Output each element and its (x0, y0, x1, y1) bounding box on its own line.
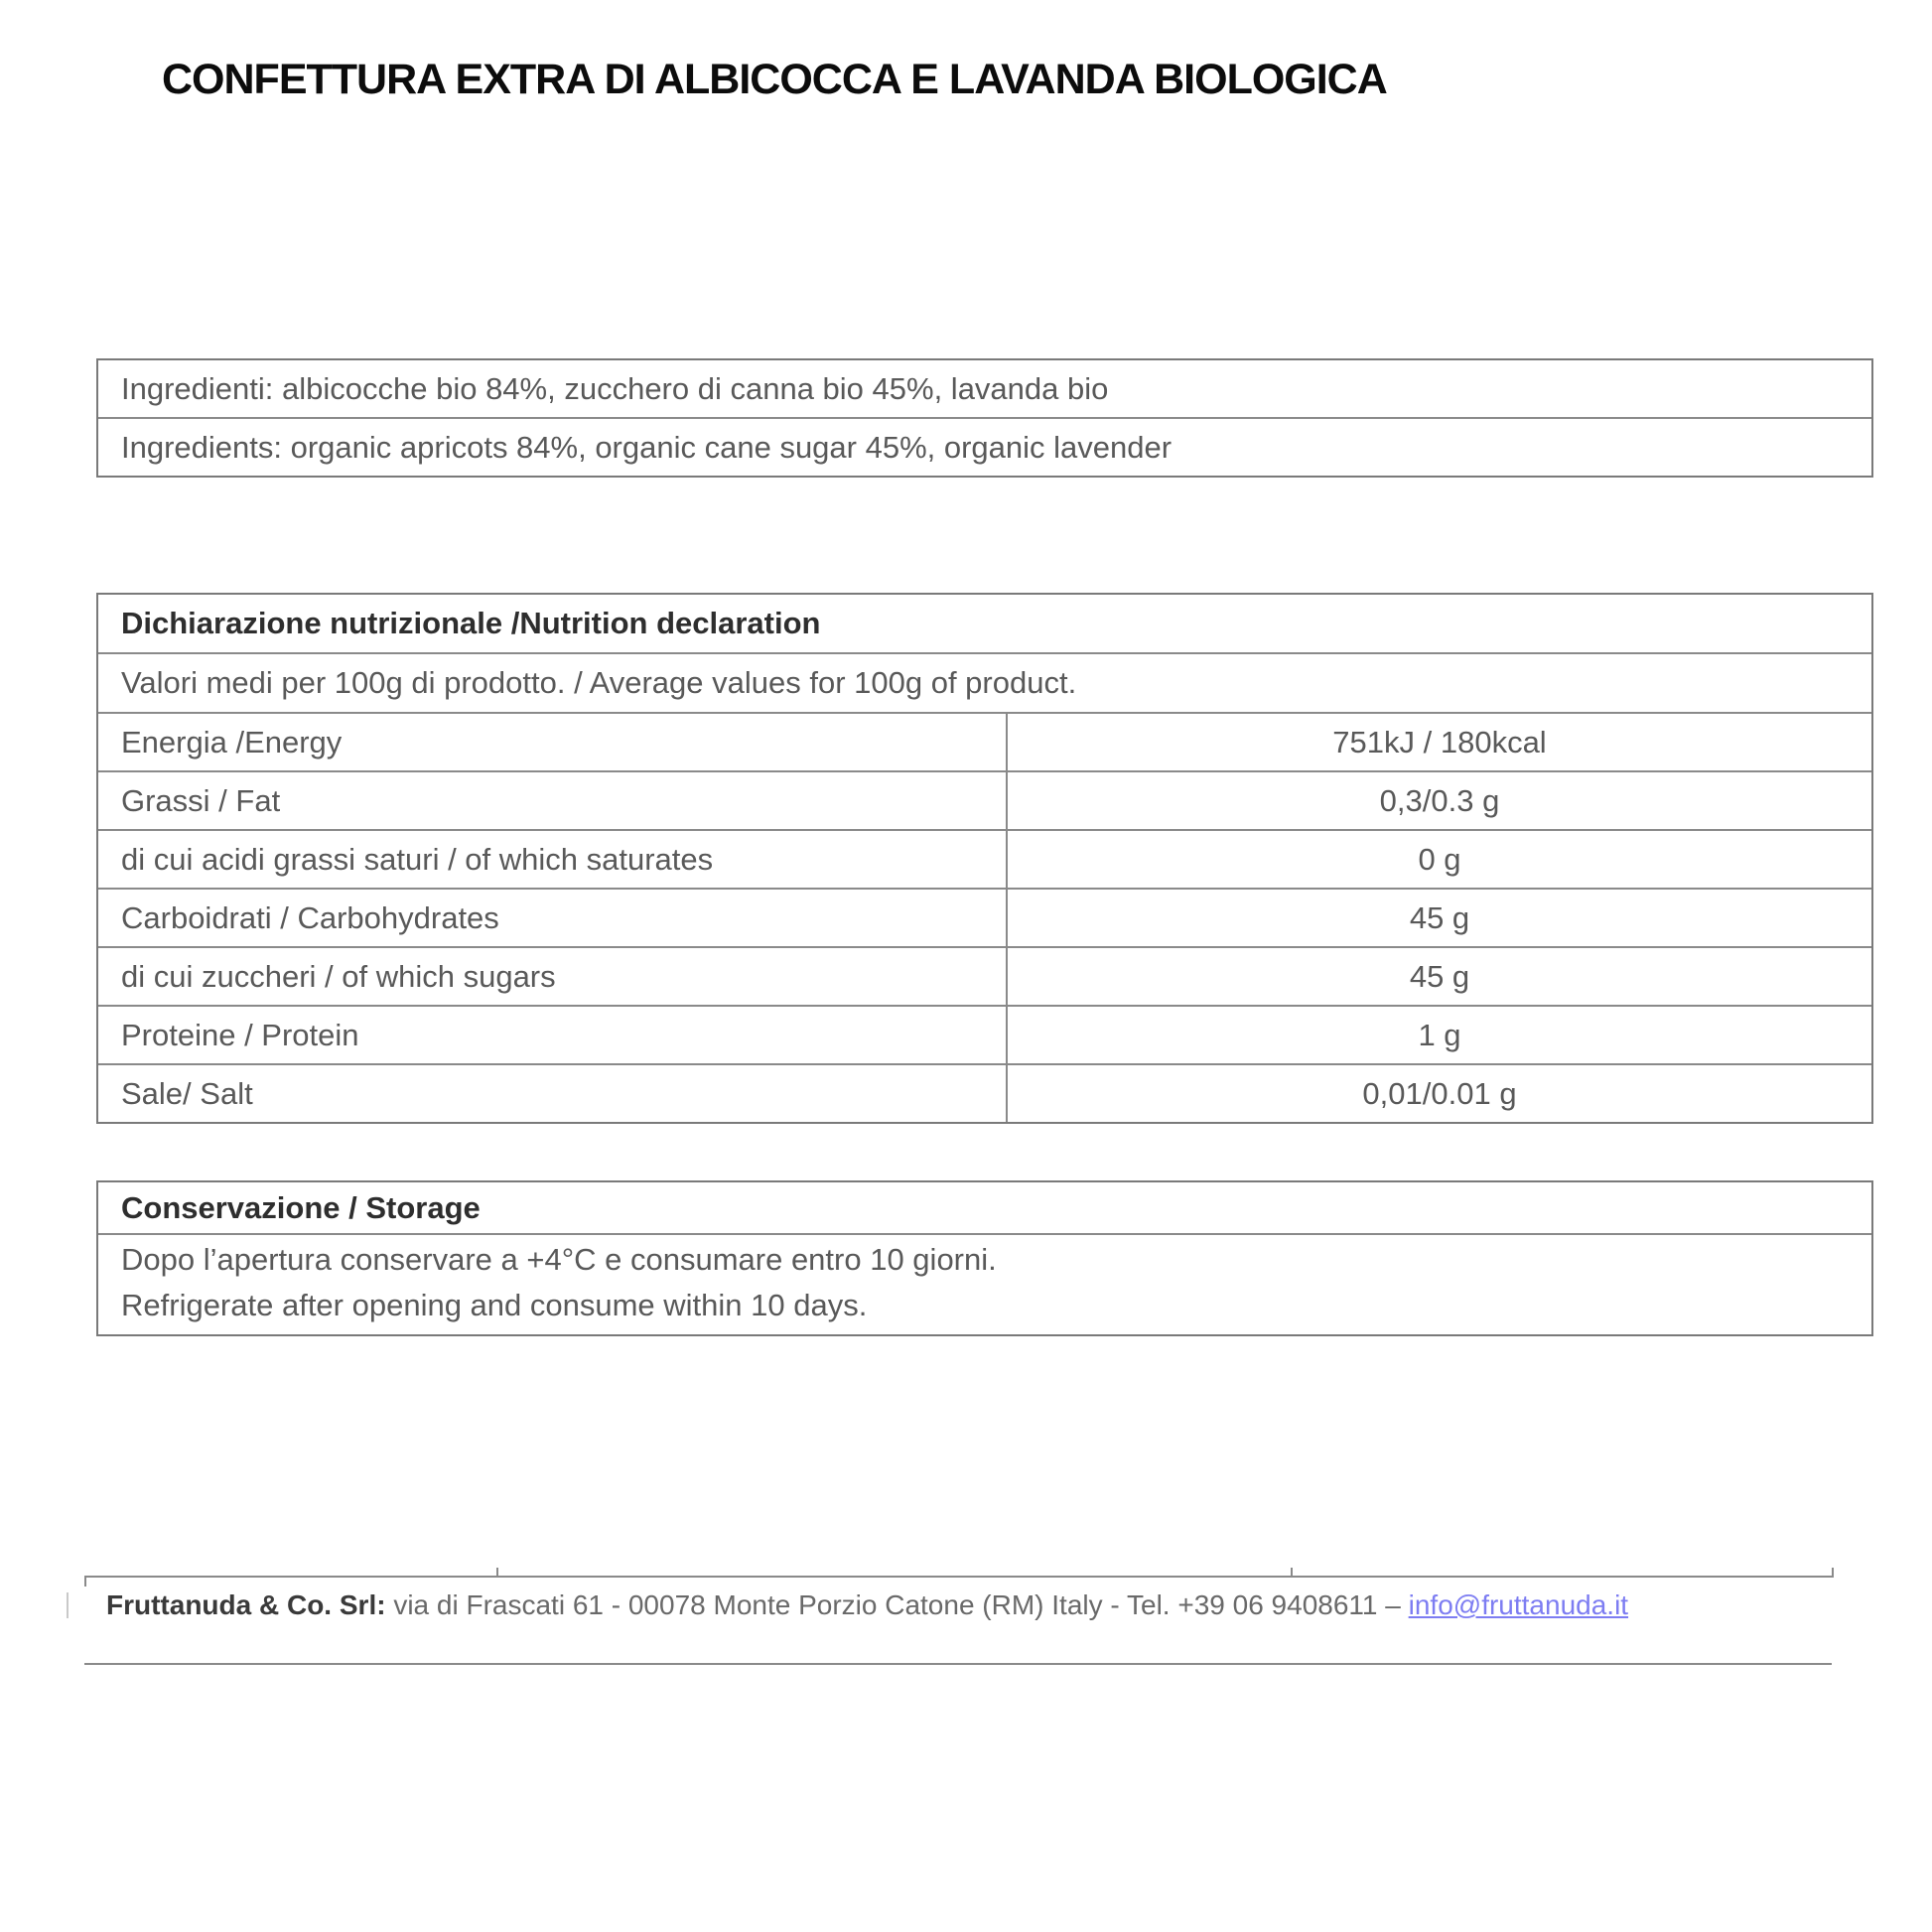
storage-line-italian: Dopo l’apertura conservare a +4°C e consumare entro 10 giorni. (121, 1242, 997, 1277)
rule-tick (84, 1578, 86, 1587)
nutrient-value-carbohydrates: 45 g (1006, 890, 1871, 946)
nutrient-value-fat: 0,3/0.3 g (1006, 772, 1871, 829)
company-name: Fruttanuda & Co. Srl: (106, 1589, 386, 1620)
footer-company-info (106, 1588, 1628, 1622)
nutrient-label-saturates: di cui acidi grassi saturi / of which saturates (121, 842, 714, 877)
nutrient-label-fat: Grassi / Fat (121, 783, 281, 818)
table-row (98, 1063, 1871, 1122)
table-row (98, 1005, 1871, 1063)
nutrient-value-energy: 751kJ / 180kcal (1006, 714, 1871, 770)
nutrient-label-salt: Sale/ Salt (121, 1076, 253, 1111)
nutrient-label-energy: Energia /Energy (121, 725, 343, 759)
margin-mark (67, 1592, 69, 1618)
footer-divider-bottom (84, 1663, 1832, 1665)
rule-tick (1291, 1568, 1293, 1576)
nutrient-value-saturates: 0 g (1006, 831, 1871, 888)
rule-tick (496, 1568, 498, 1576)
ingredients-line-english: Ingredients: organic apricots 84%, organic cane sugar 45%, organic lavender (98, 417, 1871, 476)
storage-header: Conservazione / Storage (121, 1190, 481, 1225)
email-link[interactable]: info@fruttanuda.it (1408, 1589, 1629, 1620)
nutrition-table-subheader: Valori medi per 100g di prodotto. / Average values for 100g of product. (98, 652, 1871, 712)
table-row (98, 888, 1871, 946)
table-row (98, 712, 1871, 770)
nutrient-value-salt: 0,01/0.01 g (1006, 1065, 1871, 1122)
nutrient-label-sugars: di cui zuccheri / of which sugars (121, 959, 556, 994)
nutrient-label-protein: Proteine / Protein (121, 1018, 359, 1052)
table-row (98, 770, 1871, 829)
nutrition-table-header: Dichiarazione nutrizionale /Nutrition declaration (121, 606, 821, 640)
company-address: via di Frascati 61 - 00078 Monte Porzio Catone (RM) Italy - Tel. +39 06 9408611 – (385, 1589, 1409, 1620)
storage-line-english: Refrigerate after opening and consume within 10 days. (121, 1288, 868, 1322)
storage-body (98, 1233, 1871, 1334)
rule-tick (1832, 1568, 1834, 1576)
storage-box (96, 1180, 1873, 1336)
ingredients-line-italian: Ingredienti: albicocche bio 84%, zucchero di canna bio 45%, lavanda bio (121, 371, 1109, 406)
nutrient-value-sugars: 45 g (1006, 948, 1871, 1005)
table-row (98, 946, 1871, 1005)
page-title: CONFETTURA EXTRA DI ALBICOCCA E LAVANDA BIOLOGICA (162, 56, 1387, 103)
nutrition-table (96, 593, 1873, 1124)
nutrient-value-protein: 1 g (1006, 1007, 1871, 1063)
nutrient-label-carbohydrates: Carboidrati / Carbohydrates (121, 900, 499, 935)
table-row (98, 829, 1871, 888)
ingredients-box (96, 358, 1873, 478)
footer-divider-top (84, 1576, 1834, 1578)
